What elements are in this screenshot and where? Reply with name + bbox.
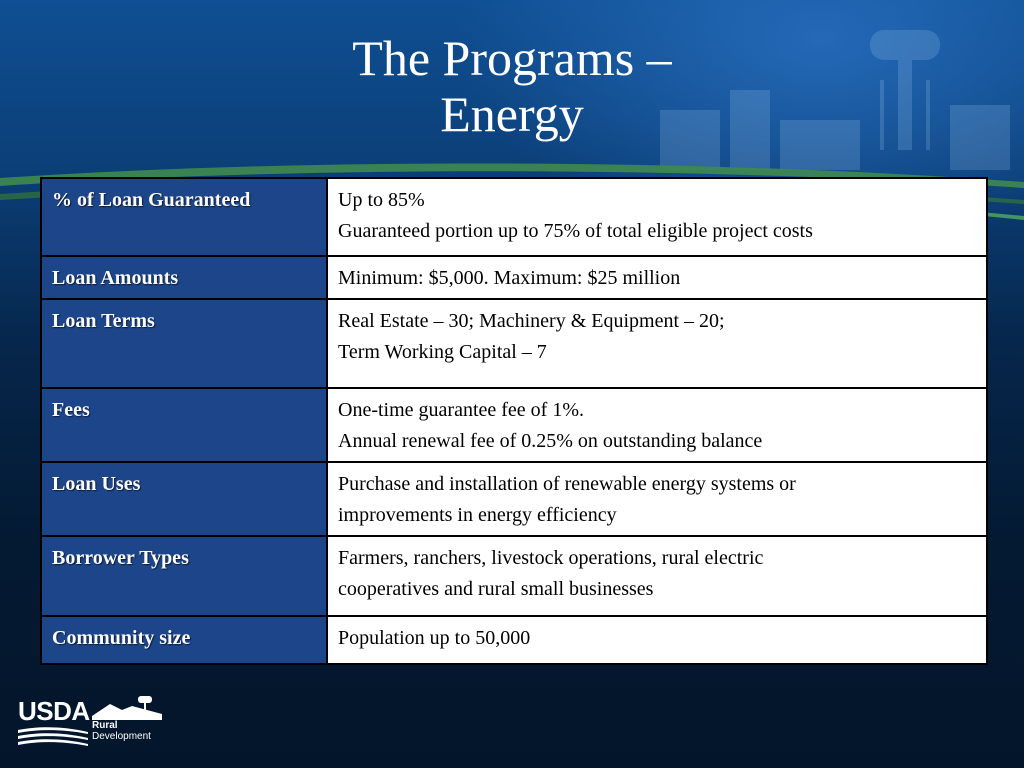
logo-usda-text: USDA (18, 696, 90, 726)
row-value-line: Annual renewal fee of 0.25% on outstanding balance (338, 430, 763, 452)
logo-development-text: Development (92, 731, 151, 742)
row-value-line: Minimum: $5,000. Maximum: $25 million (338, 267, 681, 289)
table-row (41, 256, 987, 299)
row-value (327, 178, 987, 256)
row-value (327, 462, 987, 536)
row-value (327, 256, 987, 299)
table-row (41, 536, 987, 616)
row-value-line: cooperatives and rural small businesses (338, 578, 654, 600)
slide-title-line-1: The Programs – (352, 30, 672, 86)
row-label: % of Loan Guaranteed (41, 178, 327, 256)
row-label: Community size (41, 616, 327, 664)
logo-barn-icon (92, 694, 162, 720)
table-row (41, 178, 987, 256)
table-row (41, 388, 987, 462)
slide-title (0, 30, 1024, 142)
table-row (41, 462, 987, 536)
row-label: Borrower Types (41, 536, 327, 616)
row-value-line: Population up to 50,000 (338, 627, 531, 649)
row-value-line: Real Estate – 30; Machinery & Equipment – 20; (338, 310, 725, 332)
logo-stripes-icon (18, 726, 88, 746)
row-value (327, 616, 987, 664)
row-value-line: Up to 85% (338, 189, 425, 211)
logo-rural-text: Rural (92, 720, 118, 731)
slide-title-line-2: Energy (440, 86, 584, 142)
row-value-line: Term Working Capital – 7 (338, 341, 547, 363)
row-value-line: improvements in energy efficiency (338, 504, 617, 526)
row-value (327, 299, 987, 388)
row-value (327, 536, 987, 616)
row-label: Loan Terms (41, 299, 327, 388)
row-label: Loan Amounts (41, 256, 327, 299)
row-value-line: One-time guarantee fee of 1%. (338, 399, 584, 421)
row-value (327, 388, 987, 462)
row-value-line: Guaranteed portion up to 75% of total eligible project costs (338, 220, 813, 242)
usda-rural-development-logo (18, 690, 168, 750)
program-details-table (40, 177, 988, 663)
table-row (41, 616, 987, 664)
row-value-line: Purchase and installation of renewable energy systems or (338, 473, 796, 495)
row-label: Loan Uses (41, 462, 327, 536)
table-row (41, 299, 987, 388)
row-value-line: Farmers, ranchers, livestock operations, rural electric (338, 547, 764, 569)
row-label: Fees (41, 388, 327, 462)
